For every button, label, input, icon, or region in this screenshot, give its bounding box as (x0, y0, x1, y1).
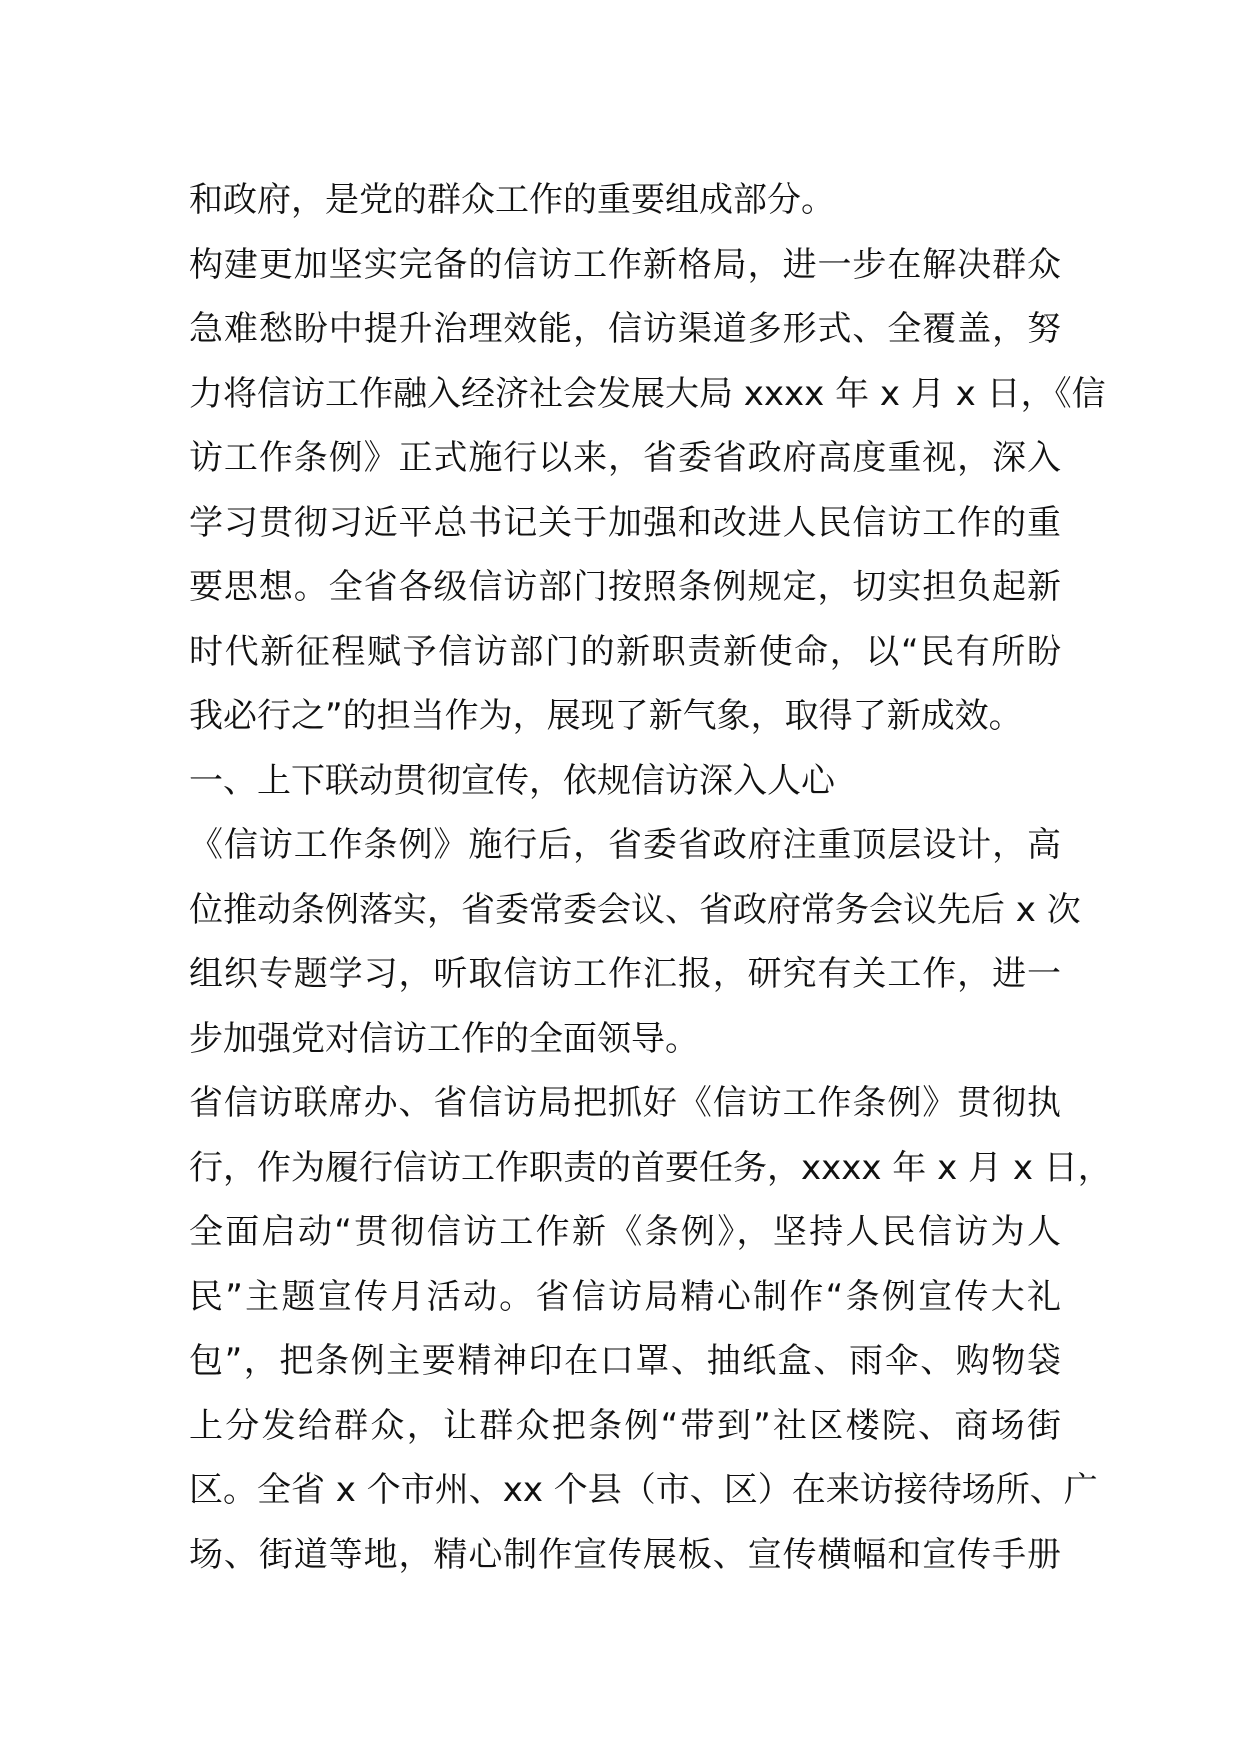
text-line: 全面启动“贯彻信访工作新《条例》，坚持人民信访为人 (189, 1212, 1061, 1252)
text-line: 省信访联席办、省信访局把抓好《信访工作条例》贯彻执 (189, 1083, 1061, 1123)
text-line: 步加强党对信访工作的全面领导。 (189, 1018, 699, 1059)
text-line: 学习贯彻习近平总书记关于加强和改进人民信访工作的重 (189, 502, 1061, 543)
text-line: 我必行之”的担当作为，展现了新气象，取得了新成效。 (189, 696, 1023, 736)
text-line: 急难愁盼中提升治理效能，信访渠道多形式、全覆盖，努 (189, 309, 1061, 349)
text-line: 包”，把条例主要精神印在口罩、抽纸盒、雨伞、购物袋 (189, 1341, 1061, 1381)
text-line: 组织专题学习，听取信访工作汇报，研究有关工作，进一 (189, 954, 1061, 994)
text-line: 位推动条例落实，省委常委会议、省政府常务会议先后 x 次 (189, 889, 1081, 930)
text-line: 上分发给群众，让群众把条例“带到”社区楼院、商场街 (189, 1405, 1061, 1446)
text-line: 行，作为履行信访工作职责的首要任务，xxxx 年 x 月 x 日， (189, 1147, 1112, 1188)
text-line: 区。全省 x 个市州、xx 个县（市、区）在来访接待场所、广 (189, 1470, 1098, 1510)
text-line: 和政府，是党的群众工作的重要组成部分。 (189, 180, 835, 220)
text-line: 要思想。全省各级信访部门按照条例规定，切实担负起新 (189, 567, 1061, 607)
body-text (189, 168, 1112, 1587)
text-line: 构建更加坚实完备的信访工作新格局，进一步在解决群众 (189, 244, 1061, 285)
text-line: 民”主题宣传月活动。省信访局精心制作“条例宣传大礼 (189, 1276, 1061, 1317)
text-line: 场、街道等地，精心制作宣传展板、宣传横幅和宣传手册 (189, 1534, 1061, 1575)
text-line: 力将信访工作融入经济社会发展大局 xxxx 年 x 月 x 日，《信 (189, 373, 1106, 414)
text-line: 时代新征程赋予信访部门的新职责新使命，以“民有所盼 (189, 631, 1061, 672)
text-line: 访工作条例》正式施行以来，省委省政府高度重视，深入 (189, 438, 1061, 478)
section-heading: 一、上下联动贯彻宣传，依规信访深入人心 (189, 760, 835, 801)
text-line: 《信访工作条例》施行后，省委省政府注重顶层设计，高 (189, 825, 1061, 865)
